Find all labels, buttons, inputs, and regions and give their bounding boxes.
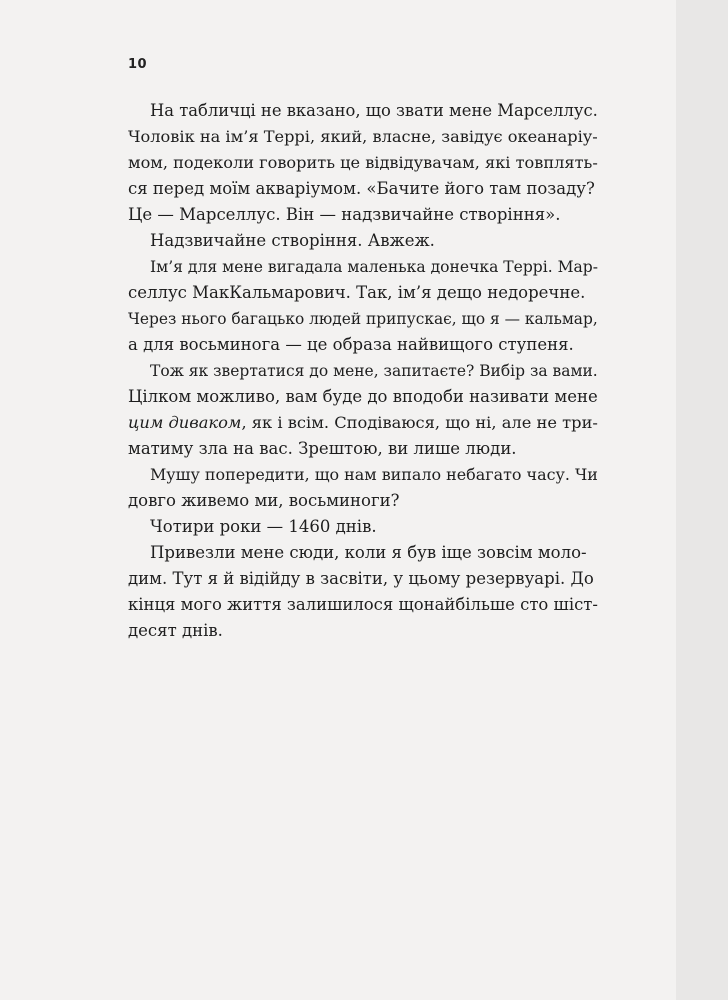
text-line: Ім’я для мене вигадала маленька донечка Террі. Мар- [150,258,598,276]
text-line: матиму зла на вас. Зрештою, ви лише люди. [128,439,517,458]
italic-phrase: цим диваком [128,413,242,432]
body-text [128,98,598,644]
text-line: Привезли мене сюди, коли я був іще зовсім моло- [150,543,587,562]
text-line: Мушу попередити, що нам випало небагато часу. Чи [150,465,598,484]
text-line-with-italic [128,410,598,436]
page-number: 10 [128,57,148,72]
text-line: Цілком можливо, вам буде до вподоби називати мене [128,387,598,406]
text-line: десят днів. [128,621,223,640]
text-line: Це — Марселлус. Він — надзвичайне створіння». [128,205,561,224]
text-line: мом, подеколи говорить це відвідувачам, які товплять- [128,153,598,172]
text-line: Тож як звертатися до мене, запитаєте? Вибір за вами. [150,362,598,380]
text-line: селлус МакКальмарович. Так, ім’я дещо недоречне. [128,283,586,302]
text-line: дим. Тут я й відійду в засвіти, у цьому резервуарі. До [128,569,594,588]
text-line: На табличці не вказано, що звати мене Марселлус. [150,101,598,120]
text-line: а для восьминога — це образа найвищого ступеня. [128,335,574,354]
text-fragment: , як і всім. Сподіваюся, що ні, але не три- [241,413,598,432]
text-line: Чоловік на ім’я Террі, який, власне, завідує океанаріу- [128,127,598,146]
page-edge [676,0,728,1000]
text-line: довго живемо ми, восьминоги? [128,491,400,510]
text-line: ся перед моїм акваріумом. «Бачите його там позаду? [128,179,595,198]
text-line: Чотири роки — 1460 днів. [150,517,377,536]
text-line: Через нього багацько людей припускає, що я — кальмар, [128,310,598,328]
text-line: кінця мого життя залишилося щонайбільше сто шіст- [128,595,598,614]
text-line: Надзвичайне створіння. Авжеж. [150,231,435,250]
